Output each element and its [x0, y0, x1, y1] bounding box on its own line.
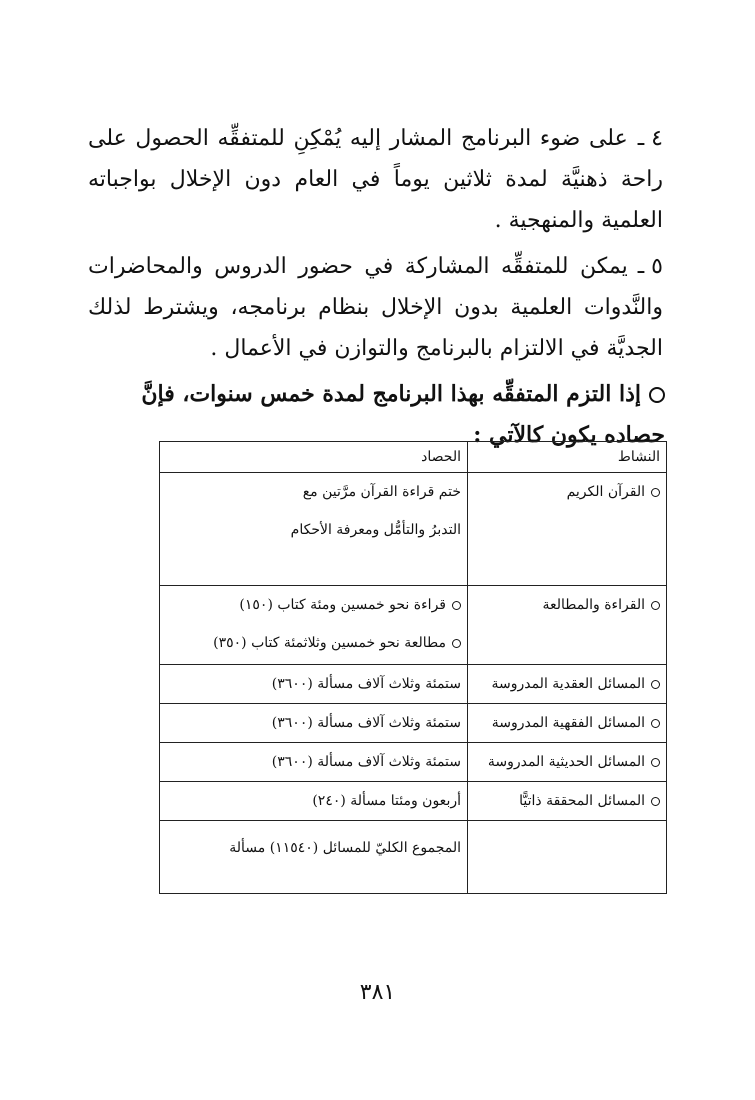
- circle-bullet-icon: [651, 488, 660, 497]
- circle-bullet-icon: [651, 758, 660, 767]
- activity-label: المسائل العقدية المدروسة: [491, 676, 645, 692]
- table-header-row: [160, 442, 667, 473]
- circle-bullet-icon: [649, 387, 665, 403]
- harvest-line: التدبرُ والتأمُّل ومعرفة الأحكام: [290, 522, 461, 538]
- summary-text: إذا التزم المتفقِّه بهذا البرنامج لمدة خمس سنوات، فإنَّ حصاده يكون كالآتي :: [141, 381, 665, 448]
- column-header-activity: النشاط: [468, 442, 667, 473]
- harvest-cell: ستمئة وثلاث آلاف مسألة (٣٦٠٠): [160, 743, 468, 782]
- harvest-cell: أربعون ومئتا مسألة (٢٤٠): [160, 782, 468, 821]
- activity-label: القراءة والمطالعة: [542, 597, 645, 613]
- harvest-cell: ستمئة وثلاث آلاف مسألة (٣٦٠٠): [160, 704, 468, 743]
- activity-cell: [468, 743, 667, 782]
- paragraph-text: على ضوء البرنامج المشار إليه يُمْكِنِ للمتفقِّه الحصول على راحة ذهنيَّة لمدة ثلاثين يوماً في العام دون الإخلال بواجباته العلمية والمنهجية .: [88, 126, 663, 233]
- circle-bullet-icon: [651, 601, 660, 610]
- table-row: [160, 782, 667, 821]
- circle-bullet-icon: [651, 719, 660, 728]
- activity-label: المسائل المحققة ذاتيًّا: [519, 793, 645, 809]
- circle-bullet-icon: [452, 639, 461, 648]
- activity-cell: [468, 586, 667, 665]
- activity-label: القرآن الكريم: [566, 484, 645, 500]
- activity-label: المسائل الحديثية المدروسة: [487, 754, 645, 770]
- paragraph-4: [88, 118, 663, 241]
- harvest-cell: [160, 586, 468, 665]
- page-number: ٣٨١: [359, 980, 396, 1005]
- total-cell: المجموع الكليّ للمسائل (١١٥٤٠) مسألة: [160, 821, 468, 894]
- activity-label: المسائل الفقهية المدروسة: [491, 715, 645, 731]
- harvest-line: ختم قراءة القرآن مرَّتين مع: [302, 484, 461, 500]
- harvest-item: قراءة نحو خمسين ومئة كتاب (١٥٠): [166, 586, 461, 624]
- column-header-harvest: الحصاد: [160, 442, 468, 473]
- harvest-item: مطالعة نحو خمسين وثلاثمئة كتاب (٣٥٠): [166, 624, 461, 662]
- harvest-cell: ستمئة وثلاث آلاف مسألة (٣٦٠٠): [160, 665, 468, 704]
- table-row: [160, 473, 667, 586]
- circle-bullet-icon: [452, 601, 461, 610]
- activity-cell: [468, 704, 667, 743]
- activity-cell: [468, 473, 667, 586]
- table-total-row: [160, 821, 667, 894]
- activity-cell: [468, 782, 667, 821]
- table-row: [160, 743, 667, 782]
- total-empty-cell: [468, 821, 667, 894]
- table-row: [160, 665, 667, 704]
- paragraph-5: [88, 246, 663, 369]
- harvest-table: [159, 441, 667, 894]
- paragraph-number: ٤ ـ: [637, 126, 663, 151]
- table-row: [160, 704, 667, 743]
- activity-cell: [468, 665, 667, 704]
- harvest-cell: [160, 473, 468, 586]
- circle-bullet-icon: [651, 797, 660, 806]
- paragraph-text: يمكن للمتفقِّه المشاركة في حضور الدروس والمحاضرات والنَّدوات العلمية بدون الإخلال بنظام برنامجه، ويشترط لذلك الجديَّة في الالتزام بالبرنامج والتوازن في الأعمال .: [88, 254, 663, 361]
- paragraph-number: ٥ ـ: [637, 254, 663, 279]
- circle-bullet-icon: [651, 680, 660, 689]
- table-row: [160, 586, 667, 665]
